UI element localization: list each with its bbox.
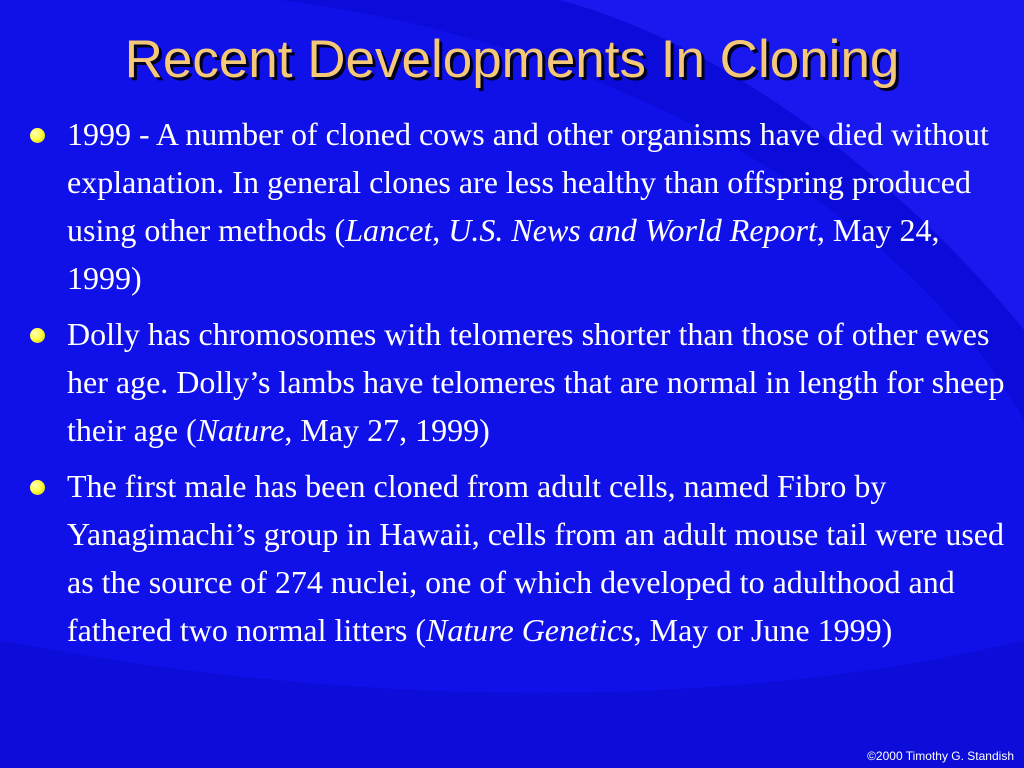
copyright-footer: ©2000 Timothy G. Standish bbox=[867, 749, 1014, 763]
citation-source: Nature Genetics bbox=[425, 612, 634, 648]
text-run: , May 24, 1999) bbox=[67, 212, 940, 296]
bullet-text bbox=[67, 316, 1004, 448]
citation-source: Nature bbox=[196, 412, 285, 448]
text-run: The first male has been cloned from adult cells, named Fibro by Yanagimachi’s group in Hawaii, cells from an adult mouse tail were used as the source of 274 nuclei, one of which developed to adulthood and fathered two normal litters ( bbox=[67, 468, 1004, 648]
slide-title: Recent Developments In Cloning bbox=[124, 30, 900, 89]
text-run: , bbox=[432, 212, 449, 248]
bullet-dot-icon bbox=[30, 328, 45, 343]
bullet-text bbox=[67, 116, 989, 296]
citation-source: Lancet bbox=[345, 212, 433, 248]
bullet-dot-icon bbox=[30, 480, 45, 495]
bullet-item bbox=[28, 310, 1008, 454]
bullet-list bbox=[28, 110, 1008, 662]
bullet-text bbox=[67, 468, 1004, 648]
bullet-item bbox=[28, 462, 1008, 654]
citation-source: U.S. News and World Report bbox=[448, 212, 817, 248]
bullet-item bbox=[28, 110, 1008, 302]
text-run: Dolly has chromosomes with telomeres shorter than those of other ewes her age. Dolly’s lambs have telomeres that are normal in length for sheep their age ( bbox=[67, 316, 1005, 448]
text-run: 1999 - A number of cloned cows and other organisms have died without explanation. In general clones are less healthy than offspring produced using other methods ( bbox=[67, 116, 989, 248]
text-run: , May or June 1999) bbox=[633, 612, 893, 648]
bullet-dot-icon bbox=[30, 128, 45, 143]
text-run: , May 27, 1999) bbox=[284, 412, 490, 448]
